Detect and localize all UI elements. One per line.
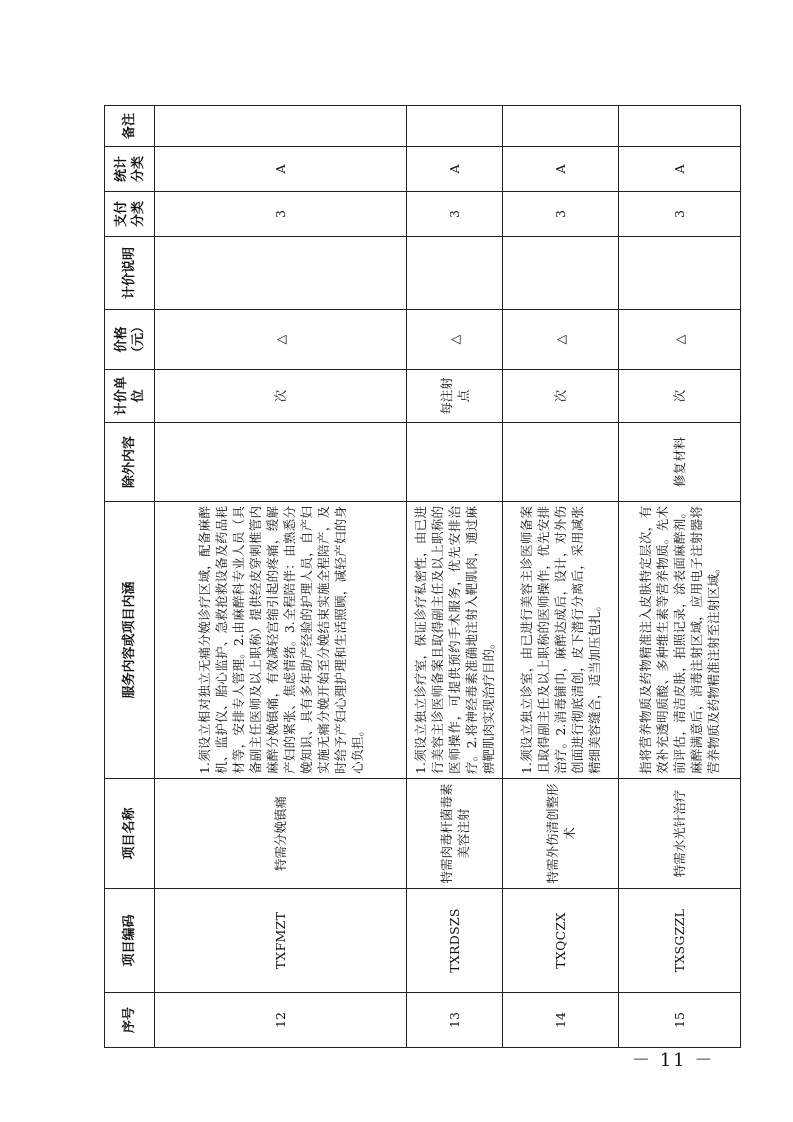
header-seq: 序号 xyxy=(105,993,155,1048)
cell-price: △ xyxy=(503,310,619,370)
cell-name: 特需肉毒杆菌毒素美容注射 xyxy=(407,779,503,889)
cell-exclusion: 修复材料 xyxy=(619,423,741,502)
cell-remark xyxy=(407,106,503,147)
header-exclusion: 除外内容 xyxy=(105,423,155,502)
cell-pay-class: 3 xyxy=(155,192,407,237)
cell-price: △ xyxy=(619,310,741,370)
cell-code: TXFMZT xyxy=(155,889,407,993)
header-unit: 计价单位 xyxy=(105,370,155,423)
cell-content: 1.须设立独立诊室，由已进行美容主诊医师备案且取得副主任及以上职称的医师操作，优先安排治疗。2.消毒铺巾，麻醉达成后，设计，对外伤创面进行彻底清创，皮下潜行分离后，采用减张精细美容缝合，适当加压包扎。 xyxy=(503,502,619,779)
cell-stat-class: A xyxy=(407,147,503,192)
header-content: 服务内容或项目内涵 xyxy=(105,502,155,779)
table-row xyxy=(619,106,741,1048)
header-stat-class: 统计分类 xyxy=(105,147,155,192)
header-price-note: 计价说明 xyxy=(105,237,155,310)
cell-price: △ xyxy=(407,310,503,370)
header-remark: 备注 xyxy=(105,106,155,147)
cell-price: △ xyxy=(155,310,407,370)
cell-pay-class: 3 xyxy=(503,192,619,237)
cell-remark xyxy=(503,106,619,147)
cell-stat-class: A xyxy=(619,147,741,192)
header-code: 项目编码 xyxy=(105,889,155,993)
table-header-row xyxy=(105,106,155,1048)
cell-code: TXSGZZL xyxy=(619,889,741,993)
header-price: 价格（元） xyxy=(105,310,155,370)
cell-unit: 每注射点 xyxy=(407,370,503,423)
cell-name: 特需外伤清创整形术 xyxy=(503,779,619,889)
service-price-table xyxy=(104,105,741,1048)
cell-exclusion xyxy=(407,423,503,502)
cell-exclusion xyxy=(503,423,619,502)
cell-remark xyxy=(155,106,407,147)
cell-unit: 次 xyxy=(155,370,407,423)
cell-unit: 次 xyxy=(619,370,741,423)
cell-seq: 12 xyxy=(155,993,407,1048)
table-row xyxy=(503,106,619,1048)
header-pay-class: 支付分类 xyxy=(105,192,155,237)
cell-name: 特需分娩镇痛 xyxy=(155,779,407,889)
cell-exclusion xyxy=(155,423,407,502)
cell-stat-class: A xyxy=(503,147,619,192)
table-row xyxy=(155,106,407,1048)
cell-pay-class: 3 xyxy=(619,192,741,237)
cell-price-note xyxy=(503,237,619,310)
cell-content: 指将营养物质及药物精准注入皮肤特定层次，有效补充透明质酸、多种维生素等营养物质。先术前评估，清洁皮肤，拍照记录，涂表面麻醉剂。麻醉满意后，消毒注射区域，应用电子注射器将营养物质及药物精准注射至注射区域。 xyxy=(619,502,741,779)
cell-name: 特需水光针治疗 xyxy=(619,779,741,889)
cell-code: TXRDSZS xyxy=(407,889,503,993)
cell-seq: 14 xyxy=(503,993,619,1048)
table-row xyxy=(407,106,503,1048)
cell-pay-class: 3 xyxy=(407,192,503,237)
cell-code: TXQCZX xyxy=(503,889,619,993)
cell-content: 1.须设立独立诊疗室，保证诊疗私密性，由已进行美容主诊医师备案且取得副主任及以上职称的医师操作，可提供预约手术服务，优先安排治疗。2.将神经毒素准确地注射入靶肌肉，通过麻痹靶肌肉实现治疗目的。 xyxy=(407,502,503,779)
cell-seq: 13 xyxy=(407,993,503,1048)
cell-stat-class: A xyxy=(155,147,407,192)
rotated-table-container xyxy=(104,106,740,1048)
cell-seq: 15 xyxy=(619,993,741,1048)
cell-price-note xyxy=(619,237,741,310)
cell-price-note xyxy=(155,237,407,310)
cell-unit: 次 xyxy=(503,370,619,423)
header-name: 项目名称 xyxy=(105,779,155,889)
cell-remark xyxy=(619,106,741,147)
cell-price-note xyxy=(407,237,503,310)
page-number: － 11 － xyxy=(632,1050,715,1071)
cell-content: 1.须设立相对独立无痛分娩诊疗区域，配备麻醉机、监护仪、胎心监护、急救抢救设备及药品耗材等，安排专人管理。2.由麻醉科专业人员（具备副主任医师及以上职称）提供经皮穿刺椎管内麻醉分娩镇痛，有效减轻宫缩引起的疼痛，缓解产妇的紧张、焦虑情绪。3.全程陪伴：由熟悉分娩知识、具有多年助产经验的护理人员，自产妇实施无痛分娩开始至分娩结束实施全程陪产，及时给予产妇心理护理和生活照顾，减轻产妇的身心负担。 xyxy=(155,502,407,779)
